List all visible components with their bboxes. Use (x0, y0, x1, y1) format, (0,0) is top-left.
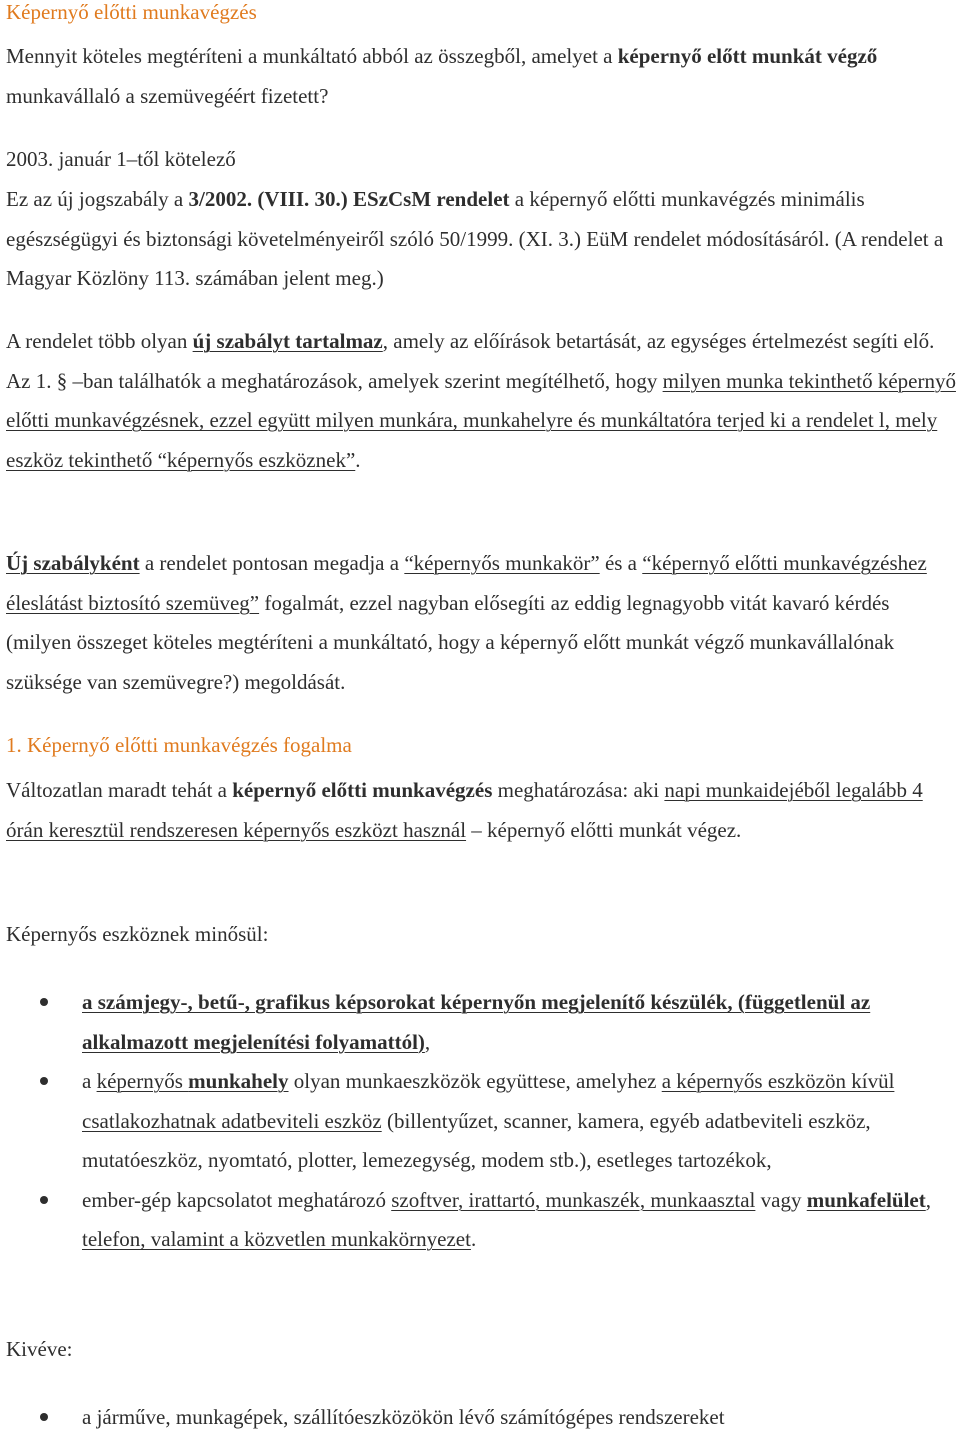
bold-term: képernyő előtti munkavégzés (232, 778, 493, 802)
question-paragraph (6, 37, 956, 116)
text-span: a járműve, munkagépek, szállítóeszközökön lévő számítógépes rendszereket (82, 1405, 725, 1429)
bullet-icon (40, 1413, 48, 1421)
text-span: olyan munkaeszközök együttese, amelyhez (288, 1069, 662, 1093)
list-item (6, 1181, 956, 1260)
term-screen-job: “képernyős munkakör” (404, 551, 600, 575)
qualifies-label: Képernyős eszköznek minősül: (6, 922, 269, 946)
text-span: a képernyő előtti munkavégzés minimális egészségügyi és biztonsági követelményeiről szóló 50/1999. (XI. 3.) EüM rendelet módosításáról. (A rendelet a Magyar Közlöny 113. számában jelent meg.) (6, 187, 944, 290)
text-span: ember-gép kapcsolatot meghatározó (82, 1187, 392, 1212)
device-list (6, 983, 956, 1260)
text-span: A rendelet több olyan (6, 329, 193, 353)
text-span: Változatlan maradt tehát a (6, 778, 233, 802)
except-list (6, 1398, 956, 1438)
section-heading: 1. Képernyő előtti munkavégzés fogalma (6, 733, 352, 757)
intro-paragraph (6, 180, 956, 299)
list-item (6, 1398, 956, 1438)
bullet-icon (40, 1077, 48, 1085)
list-item (6, 1062, 956, 1181)
text-span: (billentyűzet, scanner, kamera, egyéb adatbeviteli eszköz, mutatóeszköz, nyomtató, plotter, lemezegység, modem stb.), esetleges tartozékok, (82, 1108, 871, 1172)
text-span: a (82, 1069, 97, 1093)
text-span: . (470, 1227, 477, 1251)
regulation-name: 3/2002. (VIII. 30.) ESzCsM rendelet (188, 187, 510, 211)
text-span: Mennyit köteles megtéríteni a munkáltató abból az összegből, amelyet a (6, 44, 618, 68)
text-span: telefon, valamint a közvetlen munkakörnyezet (82, 1227, 471, 1251)
text-span: . (355, 447, 361, 472)
text-span: meghatározása: aki (492, 778, 665, 802)
text-span: munkafelület (806, 1187, 926, 1212)
text-span: Ez az új jogszabály a (6, 187, 189, 211)
text-span: képernyős (96, 1069, 189, 1093)
text-span: , (925, 1187, 931, 1212)
text-span: a számjegy-, betű-, grafikus képsorokat képernyőn megjelenítő készülék, (függetlenül az alkalmazott megjelenítési folyamattól) (82, 990, 871, 1054)
list-item (6, 983, 956, 1062)
bullet-icon (40, 998, 48, 1006)
text-span: és a (599, 551, 643, 575)
except-label: Kivéve: (6, 1337, 73, 1361)
text-span: fogalmát, ezzel nagyban elősegíti az eddig legnagyobb vitát kavaró kérdés (milyen összeget köteles megtéríteni a munkáltató, hogy a képernyő előtt munkát végző munkavállalónak szüksége van szemüvegre?) megoldását. (6, 590, 895, 694)
text-span: a képernyős eszközön kívül csatlakozhatnak adatbeviteli eszköz (82, 1069, 895, 1133)
new-rule-term: Új szabályként (6, 551, 140, 575)
bold-term: képernyő előtt munkát végző (617, 44, 878, 68)
text-span: , (424, 1029, 431, 1054)
new-rule-paragraph (6, 544, 956, 702)
text-span: szoftver, irattartó, munkaszék, munkaasztal (391, 1187, 756, 1212)
effective-date: 2003. január 1–től kötelező (6, 147, 236, 171)
definition-paragraph (6, 771, 956, 850)
text-span: a rendelet pontosan megadja a (139, 551, 405, 575)
term-glasses: “képernyő előtti munkavégzéshez éleslátást biztosító szemüveg” (6, 551, 927, 615)
bullet-icon (40, 1196, 48, 1204)
definition-underline: napi munkaidejéből legalább 4 órán keresztül rendszeresen képernyős eszközt használ (6, 778, 923, 842)
new-rule-link: új szabályt tartalmaz (192, 329, 383, 353)
text-span: – képernyő előtti munkát végez. (466, 817, 742, 842)
page-title: Képernyő előtti munkavégzés (6, 0, 257, 24)
rules-paragraph (6, 322, 956, 480)
definition-underline: milyen munka tekinthető képernyő előtti munkavégzésnek, ezzel együtt milyen munkára, munkahelyre és munkáltatóra terjed ki a rendelet l, mely eszköz tekinthető “képernyős eszköznek” (6, 368, 956, 472)
text-span: munkahely (188, 1069, 289, 1093)
text-span: , amely az előírások betartását, az egységes értelmezést segíti elő. Az 1. § –ban találhatók a meghatározások, amelyek szerint megítélhető, hogy (6, 329, 935, 393)
text-span: vagy (755, 1187, 807, 1212)
text-span: munkavállaló a szemüvegéért fizetett? (6, 83, 329, 108)
